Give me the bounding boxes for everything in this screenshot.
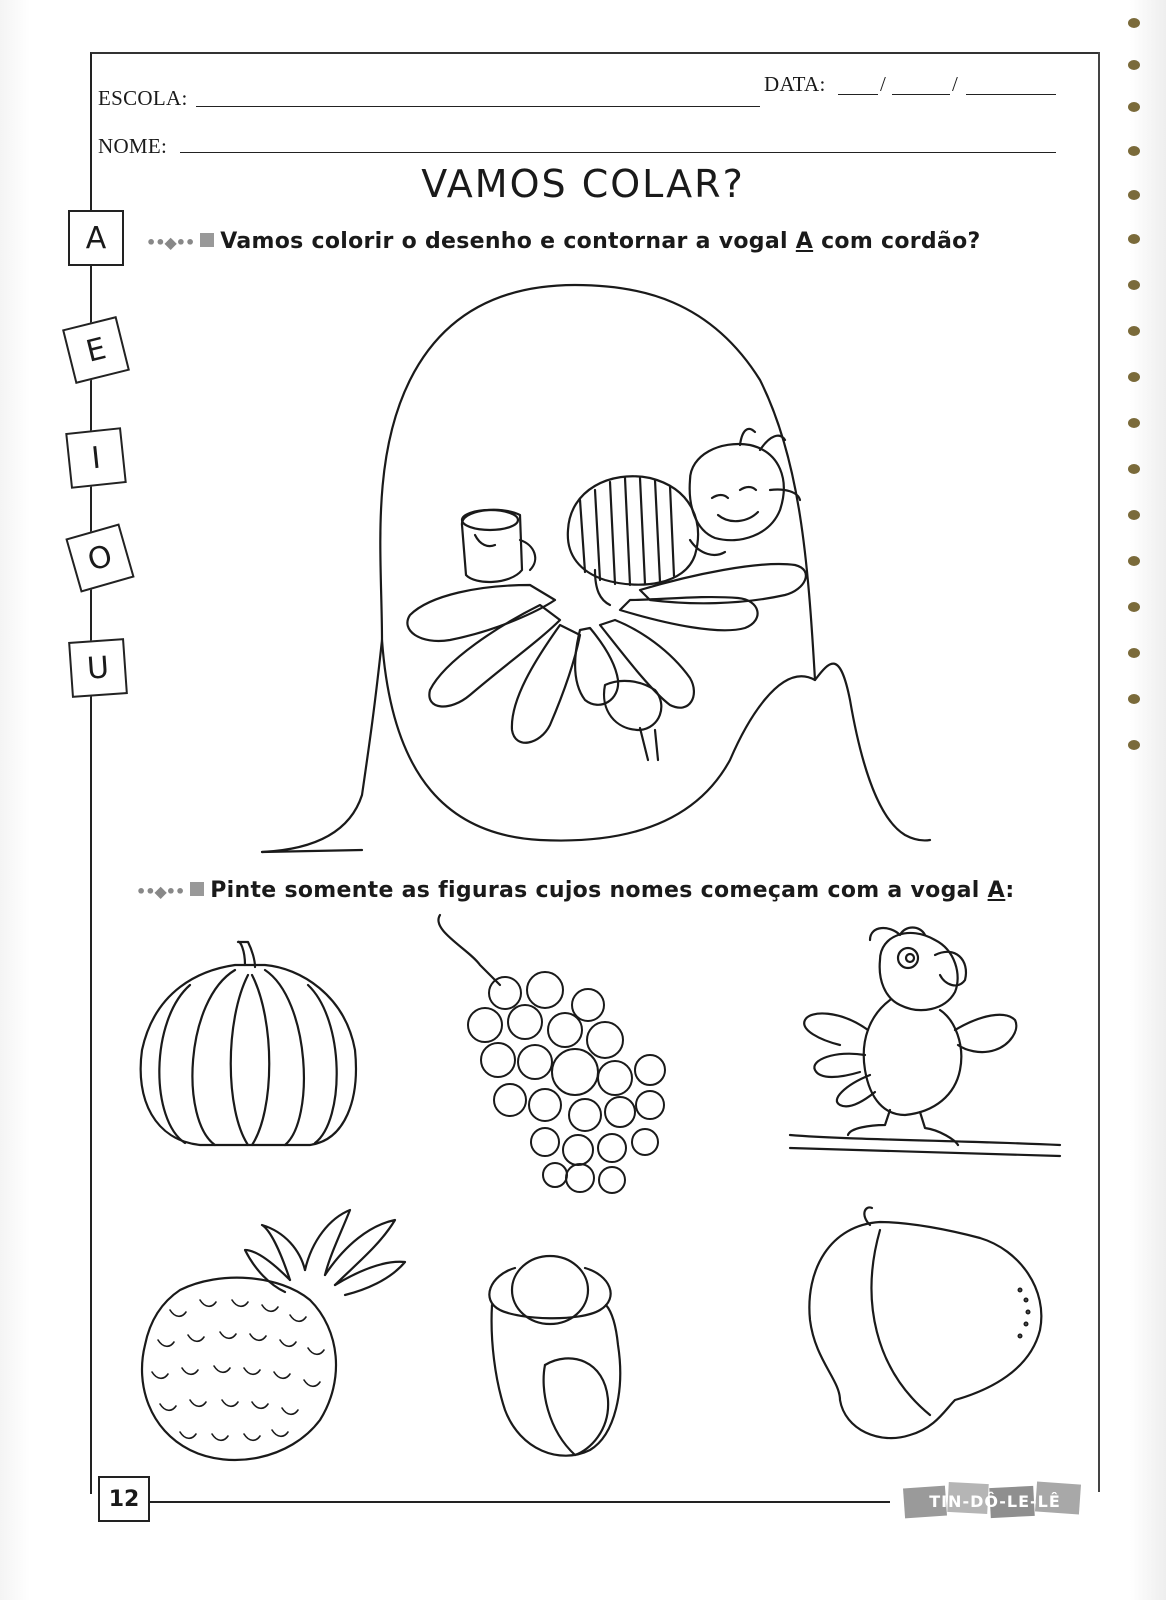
guava-icon [809,1207,1041,1438]
vowel-tile-o: O [65,523,134,592]
ring-icon [489,1256,620,1456]
letter-a-outline [262,285,930,852]
page-number: 12 [98,1476,150,1522]
bullet-icon: ••◆•• [146,233,195,252]
pumpkin-icon [141,942,356,1145]
instruction-2-vowel: A [987,878,1006,903]
parrot-icon [790,928,1060,1157]
bee-on-flower-icon [407,429,806,760]
vowel-tile-i: I [65,427,127,489]
instruction-1-text-end: com cordão? [813,229,981,254]
publisher-logo [900,1477,1090,1525]
publisher-logo-text: TIN-DÔ-LE-LÊ [929,1491,1061,1511]
date-separator-2: / [952,72,959,96]
instruction-2-text: Pinte somente as figuras cujos nomes começam com a vogal [210,878,988,903]
bullet-icon: ••◆•• [136,882,185,901]
escola-label: ESCOLA: [98,86,188,110]
grapes-icon [438,915,665,1193]
vowel-tile-e: E [62,316,130,384]
vowel-tile-a: A [68,210,124,266]
data-label: DATA: [764,72,826,96]
instruction-2-text-end: : [1005,878,1015,903]
nome-label: NOME: [98,134,168,158]
instruction-1-text: Vamos colorir o desenho e contornar a vogal [220,229,796,254]
date-separator-1: / [880,72,887,96]
vowel-tile-u: U [68,638,128,698]
page-title: VAMOS COLAR? [421,162,745,206]
instruction-1-vowel: A [795,229,814,254]
pineapple-icon [142,1210,405,1460]
